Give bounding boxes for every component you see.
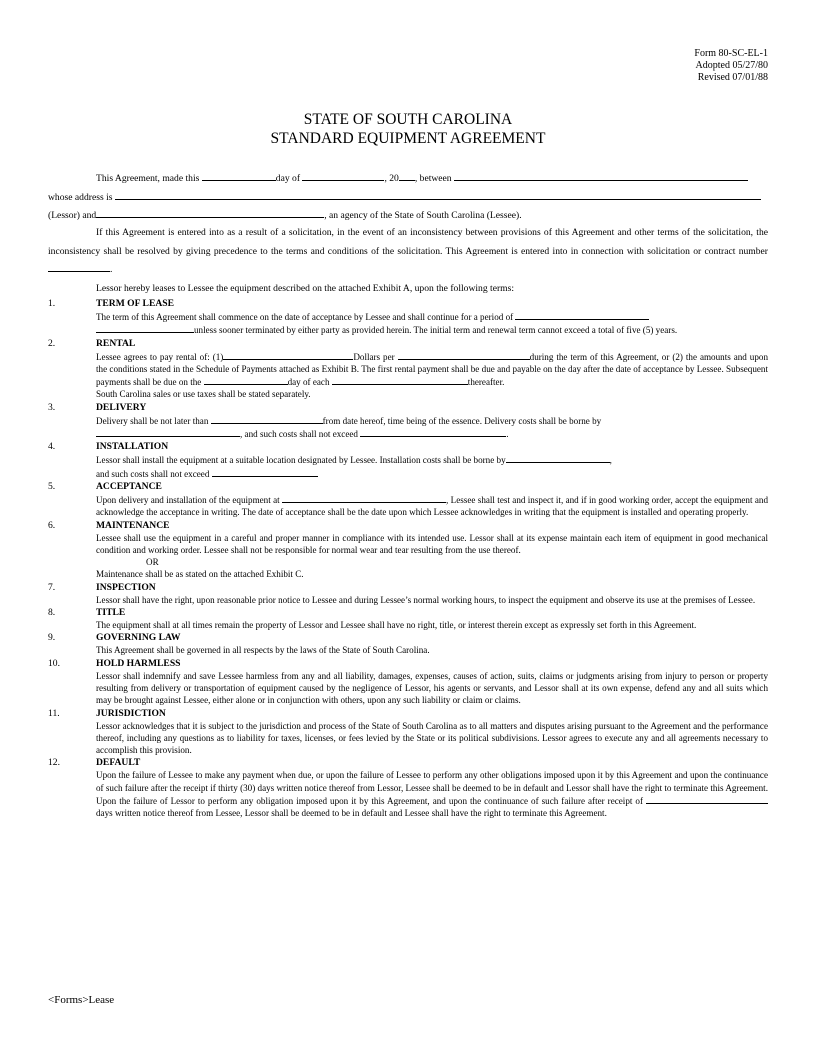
text-span: The term of this Agreement shall commence on the date of acceptance by Lessee and shall continue for a period of [96, 312, 514, 322]
text-span: South Carolina sales or use taxes shall be stated separately. [96, 389, 311, 400]
section-inspection [48, 582, 768, 606]
lessor-and-label: (Lessor) and [48, 210, 97, 221]
text-span: thereafter. [467, 377, 505, 388]
section-text: Lessor acknowledges that it is subject to the jurisdiction and process of the State of South Carolina as to all matters and disputes arising pursuant to the Agreement and the performance thereof, including any questions as to liability for taxes, licenses, or fees levied by the State or its political subdivisions. Lessor agrees to execute any and all agreements necessary to accomplish this provision. [96, 720, 768, 756]
section-number: 8. [48, 607, 56, 619]
notice-days-blank[interactable] [646, 794, 768, 804]
text-span: and such costs shall not exceed [96, 468, 210, 479]
section-number: 3. [48, 401, 56, 413]
section-number: 2. [48, 337, 56, 349]
section-text [96, 350, 768, 401]
section-number: 10. [48, 657, 60, 669]
revised-date: Revised 07/01/88 [697, 72, 768, 83]
section-number: 11. [48, 707, 60, 719]
footer-path: <Forms>Lease [48, 994, 115, 1006]
title-line-2: STANDARD EQUIPMENT AGREEMENT [270, 130, 546, 147]
section-acceptance [48, 481, 768, 519]
text-span: , and such costs shall not exceed [240, 429, 358, 440]
section-heading: GOVERNING LAW [96, 632, 181, 644]
section-delivery [48, 402, 768, 441]
section-heading: RENTAL [96, 337, 136, 349]
intro-line-3 [48, 208, 522, 222]
section-text: The equipment shall at all times remain the property of Lessor and Lessee shall have no right, title, or interest therein except as expressly set forth in this Agreement. [96, 620, 697, 631]
section-hold-harmless [48, 658, 768, 707]
section-heading: TITLE [96, 607, 126, 619]
text-span: days written notice thereof from Lessee, Lessor shall be deemed to be in default and Lessee shall have the right to terminate this Agreement. [96, 808, 607, 819]
installation-cost-party-blank[interactable] [506, 453, 612, 466]
section-number: 1. [48, 298, 56, 309]
section-number: 6. [48, 519, 56, 531]
section-text: This Agreement shall be governed in all respects by the laws of the State of South Carolina. [96, 645, 430, 656]
delivery-date-blank[interactable] [211, 414, 323, 424]
section-heading: DELIVERY [96, 401, 147, 413]
section-rental [48, 338, 768, 401]
rental-period-blank[interactable] [398, 350, 530, 360]
text-span: . [506, 429, 509, 440]
agency-label: , an agency of the State of South Carolina (Lessee). [324, 210, 522, 221]
text-span: Dollars per [353, 351, 395, 362]
installation-cost-max-blank[interactable] [212, 467, 318, 477]
acceptance-location-blank[interactable] [282, 493, 446, 503]
section-number: 5. [48, 480, 56, 492]
text-span: during the term of this Agreement, or (2) the amounts and upon the conditions stated in the Schedule of Payments attached as Exhibit B. The first rental payment shall be due and payable on the day after the date of acceptance by Lessee. Subsequent payments shall be due on the [96, 351, 768, 388]
section-default [48, 757, 768, 819]
section-installation [48, 441, 768, 480]
text-span: Upon delivery and installation of the equipment at [96, 494, 280, 505]
section-text: Lessor shall indemnify and save Lessee harmless from any and all liability, damages, expenses, causes of action, suits, claims or judgments arising from injury to person or property resulting from delivery or transportation of equipment caused by the negligence of Lessor, his agents or servants, and Lessor shall at its own expense, defend any and all suits which may be brought against Lessee, either alone or in conjunction with others, upon any such liability or claim or claims. [96, 670, 768, 706]
section-text [96, 310, 768, 337]
year-blank[interactable] [399, 171, 415, 181]
section-heading: ACCEPTANCE [96, 480, 162, 492]
address-label: whose address is [48, 192, 113, 203]
text-span: Upon the failure of Lessee to make any payment when due, or upon the failure of Lessee to perform any other obligations imposed upon it by this Agreement and upon the continuance of such failure after the receipt if thirty (30) days written notice thereof from Lessor, Lessee shall be deemed to be in default and Lessor shall have the right to terminate this Agreement. Upon the failure of Lessor to perform any obligation imposed upon it by this Agreement, and upon the continuance of such failure after receipt of [96, 770, 768, 807]
section-text [96, 493, 768, 519]
section-jurisdiction [48, 708, 768, 757]
intro-day-of: day of [275, 173, 301, 184]
text-span: , [609, 455, 612, 466]
section-heading: INSPECTION [96, 581, 156, 593]
solicitation-text: If this Agreement is entered into as a result of a solicitation, in the event of an inconsistency between provisions of this Agreement and other terms of the solicitation, the inconsistency shall be resolved by giving precedence to the terms and conditions of the solicitation. This Agreement is entered into in connection with solicitation or contract number [48, 227, 768, 257]
intro-between: , between [414, 173, 452, 184]
agency-blank[interactable] [96, 208, 324, 218]
solicitation-paragraph [48, 224, 768, 280]
delivery-cost-max-blank[interactable] [360, 427, 509, 440]
period: . [110, 264, 113, 276]
section-text [96, 414, 768, 441]
intro-made-this: This Agreement, made this [96, 173, 200, 184]
text-span: Delivery shall be not later than [96, 415, 209, 426]
month-blank[interactable] [302, 171, 384, 181]
section-heading: MAINTENANCE [96, 519, 170, 531]
section-heading: JURISDICTION [96, 707, 166, 719]
section-heading: DEFAULT [96, 757, 141, 769]
day-blank[interactable] [202, 171, 276, 181]
or-separator: OR [146, 557, 159, 568]
text-span: unless sooner terminated by either party as provided herein. The initial term and renewal term cannot exceed a total of five (5) years. [194, 325, 678, 336]
payment-day-blank[interactable] [204, 375, 288, 385]
section-governing-law [48, 632, 768, 656]
section-number: 12. [48, 757, 60, 769]
lessor-name-blank[interactable] [454, 171, 748, 181]
intro-year: , 20 [384, 173, 399, 184]
delivery-cost-party-blank[interactable] [96, 427, 240, 437]
section-text [96, 453, 768, 480]
rental-amount-blank[interactable] [223, 350, 353, 360]
lease-period-blank-2[interactable] [96, 323, 194, 333]
section-heading: HOLD HARMLESS [96, 657, 181, 669]
text-span: from date hereof, time being of the essence. Delivery costs shall be borne by [322, 415, 602, 426]
text-span: , Lessee shall test and inspect it, and if in good working order, accept the equipment and acknowledge the acceptance in writing. The date of acceptance shall be the date upon which Lessee acknowledges in writing that the equipment is installed and operating properly. [96, 494, 768, 518]
text-span: Maintenance shall be as stated on the attached Exhibit C. [96, 569, 304, 580]
section-number: 9. [48, 632, 56, 644]
section-term-of-lease [48, 298, 768, 337]
form-identifier [694, 48, 768, 84]
section-text: Lessor shall have the right, upon reasonable prior notice to Lessee and during Lessee’s normal working hours, to inspect the equipment and observe its use at the premises of Lessee. [96, 594, 756, 605]
text-span: Lessee agrees to pay rental of: (1) [96, 351, 224, 362]
intro-line-2 [48, 190, 761, 204]
text-span: Lessor shall install the equipment at a suitable location designated by Lessee. Installation costs shall be borne by [96, 455, 506, 466]
lease-period-blank[interactable] [515, 310, 649, 320]
section-heading: TERM OF LEASE [96, 298, 175, 309]
section-heading: INSTALLATION [96, 441, 169, 453]
document-title [0, 110, 816, 148]
lease-terms-intro: Lessor hereby leases to Lessee the equipment described on the attached Exhibit A, upon the following terms: [96, 283, 515, 294]
section-text [96, 532, 768, 581]
text-span: day of each [287, 377, 330, 388]
title-line-1: STATE OF SOUTH CAROLINA [303, 111, 513, 128]
intro-line-1 [96, 171, 748, 185]
section-number: 4. [48, 441, 56, 453]
address-blank[interactable] [115, 190, 761, 200]
contract-number-blank[interactable] [48, 262, 110, 272]
adopted-date: Adopted 05/27/80 [695, 60, 768, 71]
section-title [48, 607, 768, 631]
payment-period-blank[interactable] [332, 375, 468, 385]
section-maintenance [48, 520, 768, 581]
text-span: Lessee shall use the equipment in a careful and proper manner in compliance with its intended use. Lessor shall at its expense maintain each item of equipment in good mechanical condition and working order. Lessee shall not be responsible for normal wear and tear resulting from the use thereof. [96, 532, 768, 555]
form-number: Form 80-SC-EL-1 [694, 48, 768, 59]
section-text [96, 769, 768, 819]
section-number: 7. [48, 581, 56, 593]
terms-sections [48, 298, 768, 821]
